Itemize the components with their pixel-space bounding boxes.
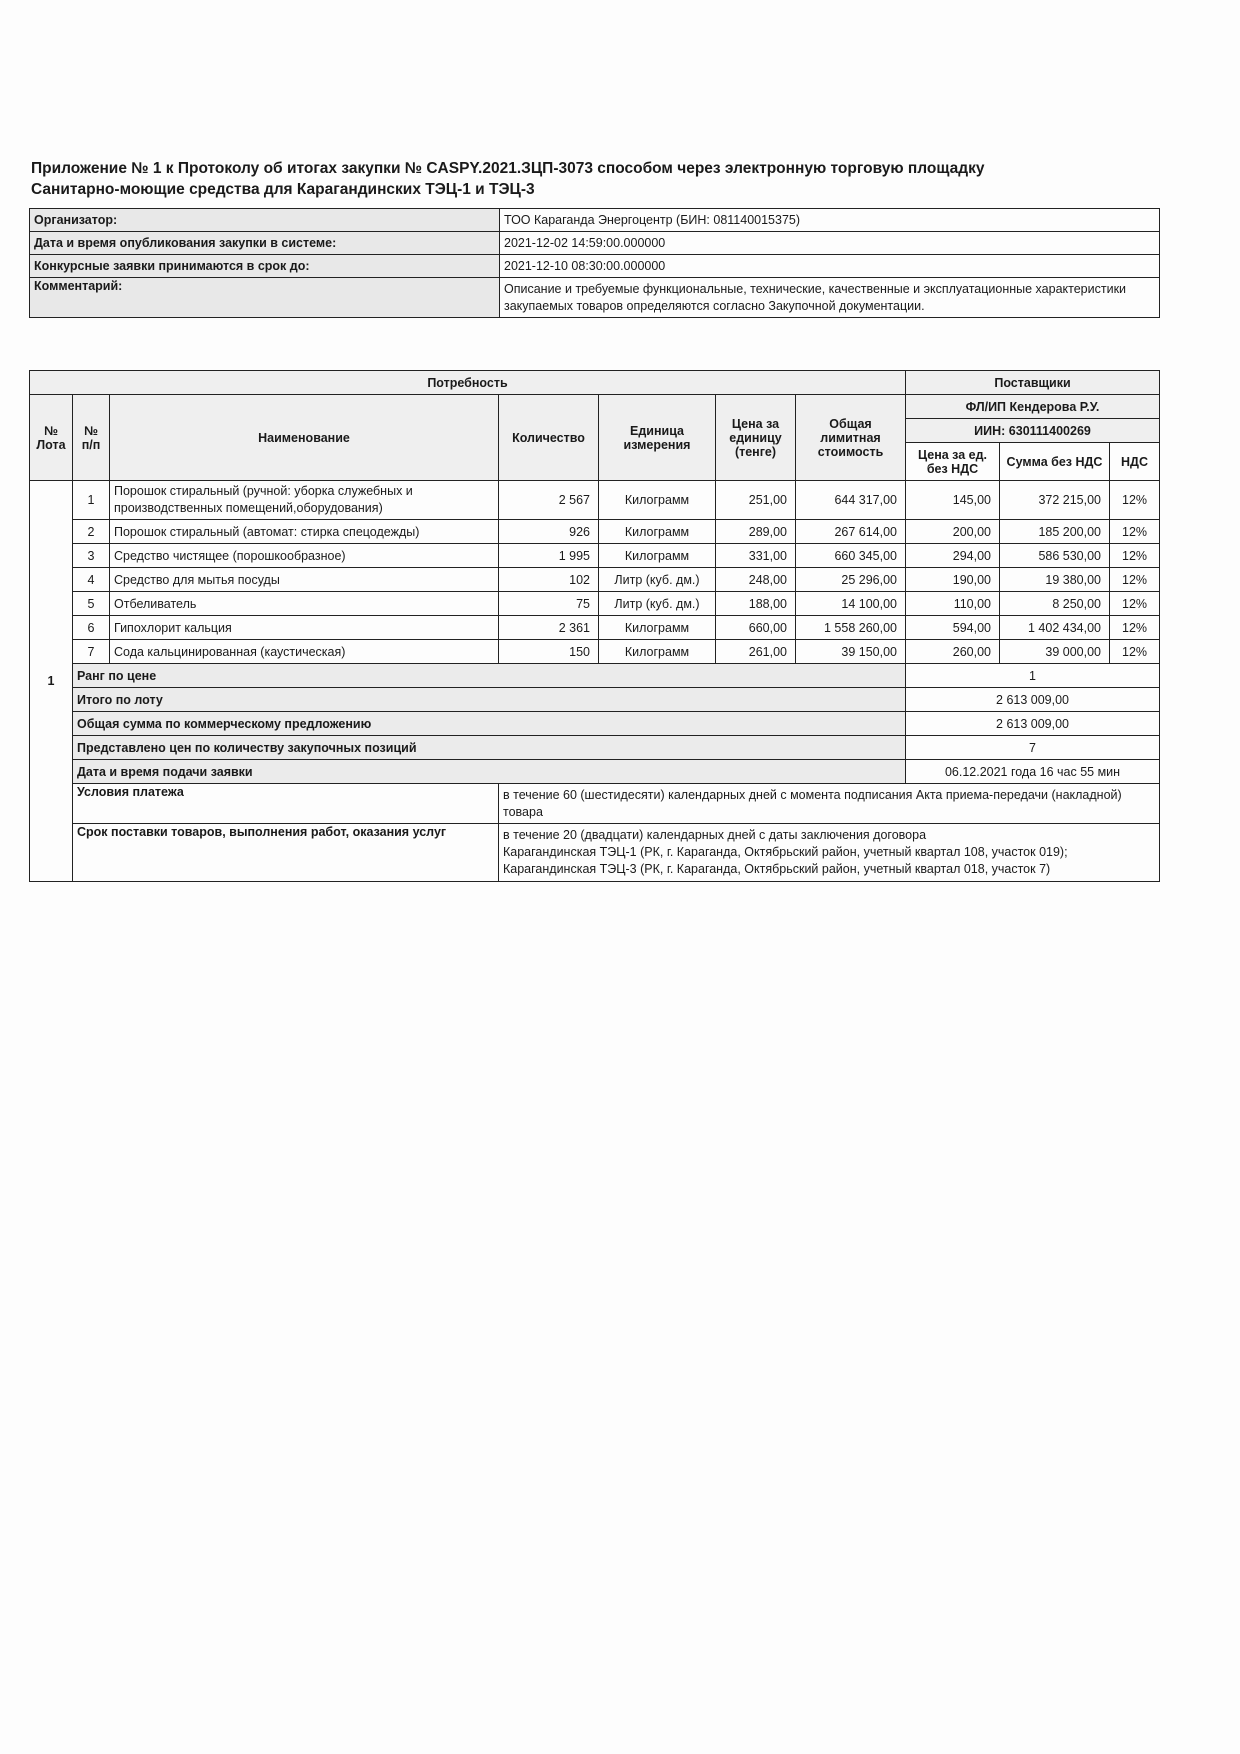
- supplier-sum: 8 250,00: [1000, 592, 1110, 616]
- info-label: Конкурсные заявки принимаются в срок до:: [30, 255, 500, 278]
- info-row-deadline: [30, 255, 1160, 278]
- summary-row-rank: [30, 664, 1160, 688]
- delivery-terms-line: Карагандинская ТЭЦ-1 (РК, г. Караганда, Октябрьский район, учетный квартал 108, участок 019);: [503, 845, 1068, 859]
- summary-row-lot-total: [30, 688, 1160, 712]
- supplier-unit-price: 294,00: [906, 544, 1000, 568]
- header-total-limit: Общая лимитная стоимость: [796, 395, 906, 481]
- info-value: 2021-12-10 08:30:00.000000: [500, 255, 1160, 278]
- supplier-vat: 12%: [1110, 640, 1160, 664]
- table-row: [30, 592, 1160, 616]
- lot-table: [29, 370, 1160, 882]
- info-row-comment: [30, 278, 1160, 318]
- header-unit-price: Цена за единицу (тенге): [716, 395, 796, 481]
- payment-terms-value: в течение 60 (шестидесяти) календарных дней с момента подписания Акта приема-передачи (накладной) товара: [499, 784, 1160, 824]
- supplier-unit-price: 594,00: [906, 616, 1000, 640]
- item-quantity: 75: [499, 592, 599, 616]
- header-position-number: № п/п: [73, 395, 110, 481]
- procurement-info-table: [29, 208, 1160, 318]
- item-name: Порошок стиральный (ручной: уборка служебных и производственных помещений,оборудования): [110, 481, 499, 520]
- info-row-organizer: [30, 209, 1160, 232]
- delivery-terms-value: [499, 824, 1160, 882]
- supplier-name: ФЛ/ИП Кендерова Р.У.: [906, 395, 1160, 419]
- item-unit: Килограмм: [599, 520, 716, 544]
- item-price: 289,00: [716, 520, 796, 544]
- supplier-unit-price: 200,00: [906, 520, 1000, 544]
- header-supplier-sum: Сумма без НДС: [1000, 443, 1110, 481]
- item-total: 1 558 260,00: [796, 616, 906, 640]
- supplier-sum: 1 402 434,00: [1000, 616, 1110, 640]
- info-value: Описание и требуемые функциональные, технические, качественные и эксплуатационные характеристики закупаемых товаров определяются согласно Закупочной документации.: [500, 278, 1160, 318]
- payment-terms-label: Условия платежа: [73, 784, 499, 824]
- table-row: [30, 568, 1160, 592]
- summary-row-commercial-total: [30, 712, 1160, 736]
- item-quantity: 102: [499, 568, 599, 592]
- summary-value: 2 613 009,00: [906, 688, 1160, 712]
- supplier-sum: 185 200,00: [1000, 520, 1110, 544]
- row-number: 1: [73, 481, 110, 520]
- item-total: 267 614,00: [796, 520, 906, 544]
- lot-number-cell: 1: [30, 481, 73, 882]
- item-price: 188,00: [716, 592, 796, 616]
- item-total: 644 317,00: [796, 481, 906, 520]
- summary-label: Дата и время подачи заявки: [73, 760, 906, 784]
- info-label: Организатор:: [30, 209, 500, 232]
- item-quantity: 926: [499, 520, 599, 544]
- supplier-iin: ИИН: 630111400269: [906, 419, 1160, 443]
- info-row-published: [30, 232, 1160, 255]
- header-need: Потребность: [30, 371, 906, 395]
- supplier-unit-price: 145,00: [906, 481, 1000, 520]
- delivery-terms-row: [30, 824, 1160, 882]
- item-total: 14 100,00: [796, 592, 906, 616]
- item-unit: Килограмм: [599, 616, 716, 640]
- item-name: Гипохлорит кальция: [110, 616, 499, 640]
- summary-label: Ранг по цене: [73, 664, 906, 688]
- item-unit: Литр (куб. дм.): [599, 568, 716, 592]
- supplier-sum: 372 215,00: [1000, 481, 1110, 520]
- supplier-vat: 12%: [1110, 592, 1160, 616]
- supplier-sum: 586 530,00: [1000, 544, 1110, 568]
- table-row: [30, 616, 1160, 640]
- supplier-sum: 39 000,00: [1000, 640, 1110, 664]
- summary-row-submission-date: [30, 760, 1160, 784]
- item-price: 331,00: [716, 544, 796, 568]
- supplier-unit-price: 190,00: [906, 568, 1000, 592]
- summary-label: Общая сумма по коммерческому предложению: [73, 712, 906, 736]
- item-unit: Килограмм: [599, 481, 716, 520]
- table-row: [30, 481, 1160, 520]
- item-quantity: 2 567: [499, 481, 599, 520]
- summary-row-prices-count: [30, 736, 1160, 760]
- supplier-vat: 12%: [1110, 481, 1160, 520]
- supplier-sum: 19 380,00: [1000, 568, 1110, 592]
- summary-value: 06.12.2021 года 16 час 55 мин: [906, 760, 1160, 784]
- table-row: [30, 520, 1160, 544]
- delivery-terms-line: Карагандинская ТЭЦ-3 (РК, г. Караганда, Октябрьский район, учетный квартал 018, участок 7): [503, 862, 1051, 876]
- title-line-1: Приложение № 1 к Протоколу об итогах закупки № CASPY.2021.ЗЦП-3073 способом через электронную торговую площадку: [31, 160, 985, 177]
- item-total: 660 345,00: [796, 544, 906, 568]
- item-price: 248,00: [716, 568, 796, 592]
- item-name: Сода кальцинированная (каустическая): [110, 640, 499, 664]
- table-row: [30, 544, 1160, 568]
- item-unit: Килограмм: [599, 640, 716, 664]
- summary-value: 2 613 009,00: [906, 712, 1160, 736]
- supplier-vat: 12%: [1110, 616, 1160, 640]
- item-name: Средство для мытья посуды: [110, 568, 499, 592]
- header-unit: Единица измерения: [599, 395, 716, 481]
- summary-label: Представлено цен по количеству закупочных позиций: [73, 736, 906, 760]
- row-number: 7: [73, 640, 110, 664]
- supplier-vat: 12%: [1110, 568, 1160, 592]
- header-vat: НДС: [1110, 443, 1160, 481]
- item-total: 39 150,00: [796, 640, 906, 664]
- row-number: 3: [73, 544, 110, 568]
- row-number: 5: [73, 592, 110, 616]
- item-name: Средство чистящее (порошкообразное): [110, 544, 499, 568]
- summary-label: Итого по лоту: [73, 688, 906, 712]
- summary-value: 1: [906, 664, 1160, 688]
- item-unit: Килограмм: [599, 544, 716, 568]
- supplier-vat: 12%: [1110, 544, 1160, 568]
- delivery-terms-label: Срок поставки товаров, выполнения работ, оказания услуг: [73, 824, 499, 882]
- title-line-2: Санитарно-моющие средства для Карагандинских ТЭЦ-1 и ТЭЦ-3: [31, 181, 535, 198]
- supplier-vat: 12%: [1110, 520, 1160, 544]
- header-name: Наименование: [110, 395, 499, 481]
- item-quantity: 1 995: [499, 544, 599, 568]
- item-quantity: 2 361: [499, 616, 599, 640]
- item-unit: Литр (куб. дм.): [599, 592, 716, 616]
- header-supplier-unit-price: Цена за ед. без НДС: [906, 443, 1000, 481]
- header-quantity: Количество: [499, 395, 599, 481]
- summary-value: 7: [906, 736, 1160, 760]
- info-value: ТОО Караганда Энергоцентр (БИН: 081140015375): [500, 209, 1160, 232]
- item-name: Отбеливатель: [110, 592, 499, 616]
- info-label: Комментарий:: [30, 278, 500, 318]
- delivery-terms-line: в течение 20 (двадцати) календарных дней с даты заключения договора: [503, 828, 927, 842]
- document-title: [31, 158, 1171, 200]
- info-label: Дата и время опубликования закупки в системе:: [30, 232, 500, 255]
- row-number: 6: [73, 616, 110, 640]
- item-name: Порошок стиральный (автомат: стирка спецодежды): [110, 520, 499, 544]
- row-number: 2: [73, 520, 110, 544]
- table-row: [30, 640, 1160, 664]
- supplier-unit-price: 110,00: [906, 592, 1000, 616]
- item-total: 25 296,00: [796, 568, 906, 592]
- item-price: 251,00: [716, 481, 796, 520]
- header-lot-number: № Лота: [30, 395, 73, 481]
- item-quantity: 150: [499, 640, 599, 664]
- info-value: 2021-12-02 14:59:00.000000: [500, 232, 1160, 255]
- supplier-unit-price: 260,00: [906, 640, 1000, 664]
- item-price: 660,00: [716, 616, 796, 640]
- row-number: 4: [73, 568, 110, 592]
- item-price: 261,00: [716, 640, 796, 664]
- header-suppliers: Поставщики: [906, 371, 1160, 395]
- payment-terms-row: [30, 784, 1160, 824]
